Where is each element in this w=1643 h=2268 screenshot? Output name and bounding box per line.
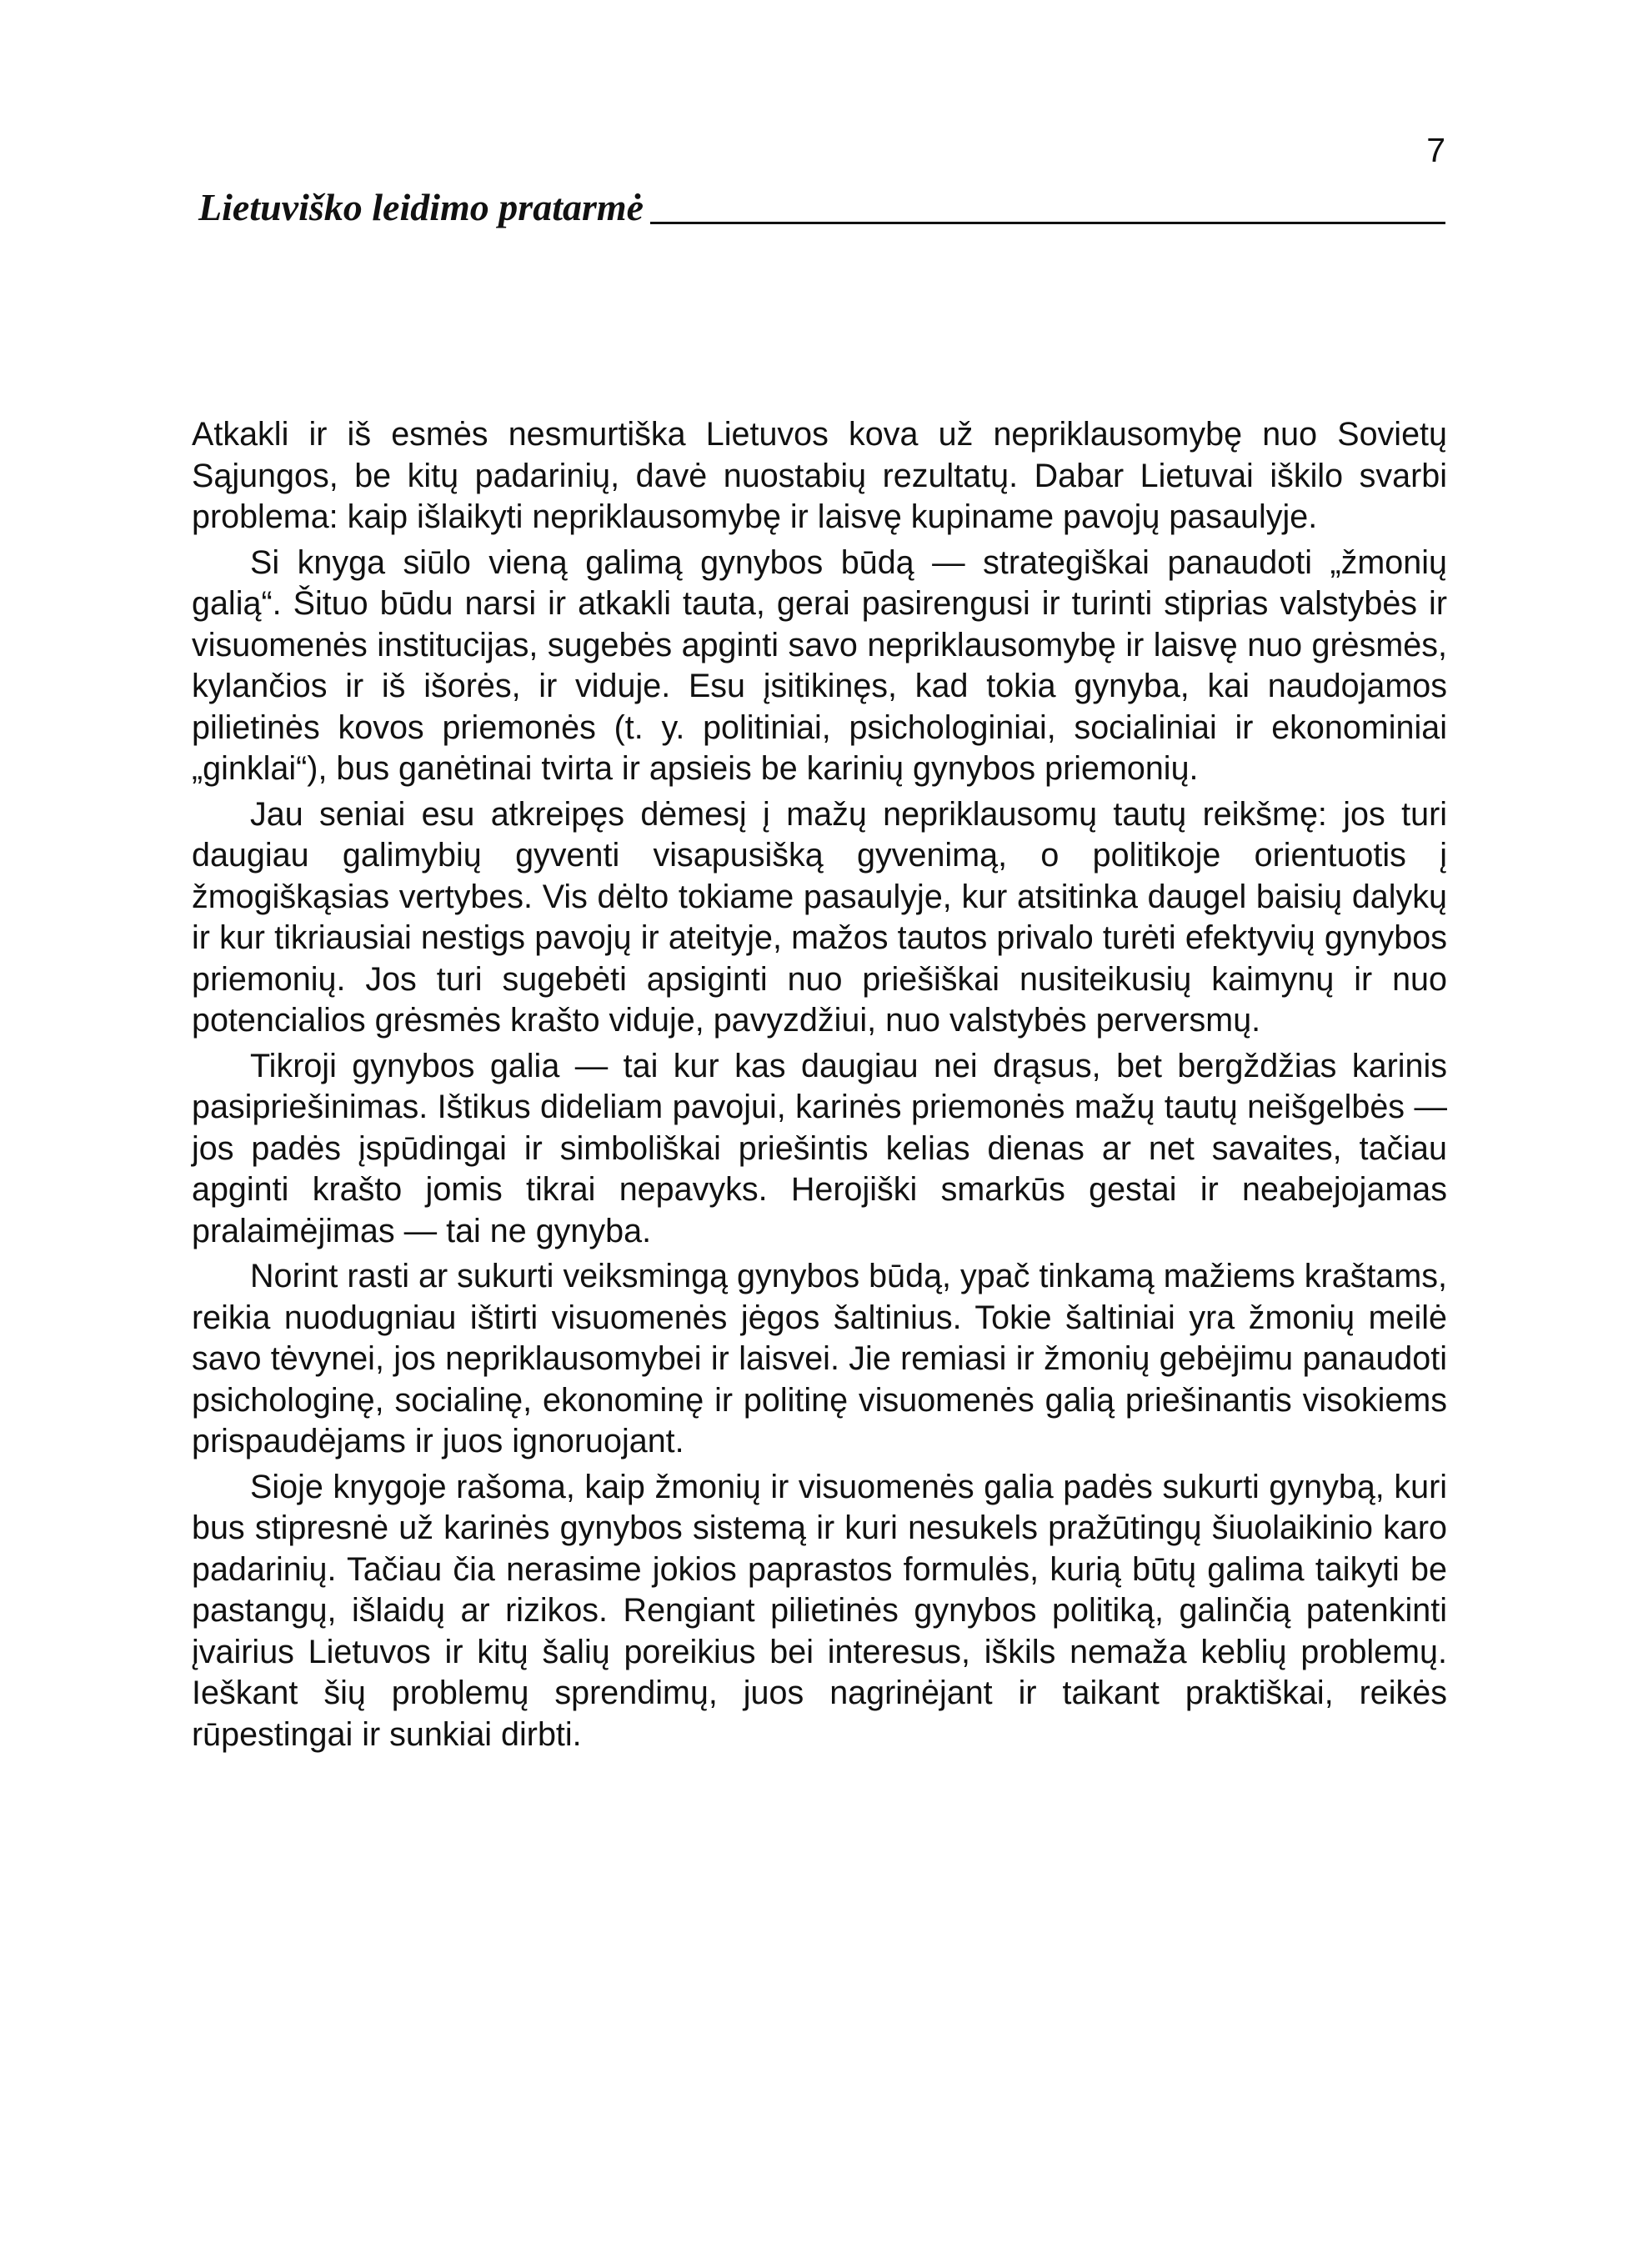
paragraph-5: Norint rasti ar sukurti veiksmingą gynybos būdą, ypač tinkamą mažiems kraštams, reikia nuodugniau ištirti visuomenės jėgos šaltinius. Tokie šaltiniai yra žmonių meilė savo tėvynei, jos nepriklausomybei ir laisvei. Jie remiasi ir žmonių gebėjimu panaudoti psichologinę, socialinę, ekonominę ir politinę visuomenės galią priešinantis visokiems prispaudėjams ir juos ignoruojant.: [192, 1258, 1447, 1459]
running-head-rule: [650, 222, 1445, 224]
running-head-title: Lietuviško leidimo pratarmė: [198, 186, 644, 228]
paragraph-2: Si knyga siūlo vieną galimą gynybos būdą — strategiškai panaudoti „žmonių galią“. Šituo būdu narsi ir atkakli tauta, gerai pasirengusi ir turinti stiprias valstybės ir visuomenės institucijas, sugebės apginti savo nepriklausomybę ir laisvę nuo grėsmės, kylančios ir iš išorės, ir viduje. Esu įsitikinęs, kad tokia gynyba, kai naudojamos pilietinės kovos priemonės (t. y. politiniai, psichologiniai, socialiniai ir ekonominiai „ginklai“), bus ganėtinai tvirta ir apsieis be karinių gynybos priemonių.: [192, 543, 1447, 787]
page-number: 7: [1426, 131, 1445, 169]
paragraph-1: Atkakli ir iš esmės nesmurtiška Lietuvos kova už nepriklausomybę nuo Sovietų Sąjungos, be kitų padarinių, davė nuostabių rezultatų. Dabar Lietuvai iškilo svarbi problema: kaip išlaikyti nepriklausomybę ir laisvę kupiname pavojų pasaulyje.: [192, 416, 1447, 535]
paragraph-4: Tikroji gynybos galia — tai kur kas daugiau nei drąsus, bet bergždžias karinis pasipriešinimas. Ištikus dideliam pavojui, karinės priemonės mažų tautų neišgelbės — jos padės įspūdingai ir simboliškai priešintis kelias dienas ar net savaites, tačiau apginti krašto jomis tikrai nepavyks. Herojiški smarkūs gestai ir neabejojamas pralaimėjimas — tai ne gynyba.: [192, 1047, 1447, 1249]
paragraph-6: Sioje knygoje rašoma, kaip žmonių ir visuomenės galia padės sukurti gynybą, kuri bus stipresnė už karinės gynybos sistemą ir kuri nesukels pražūtingų šiuolaikinio karo padarinių. Tačiau čia nerasime jokios paprastos formulės, kurią būtų galima taikyti be pastangų, išlaidų ar rizikos. Rengiant pilietinės gynybos politiką, galinčią patenkinti įvairius Lietuvos ir kitų šalių poreikius bei interesus, iškils nemaža keblių problemų. Ieškant šių problemų sprendimų, juos nagrinėjant ir taikant praktiškai, reikės rūpestingai ir sunkiai dirbti.: [192, 1468, 1447, 1753]
body-text: [192, 414, 1447, 1755]
paragraph-3: Jau seniai esu atkreipęs dėmesį į mažų nepriklausomų tautų reikšmę: jos turi daugiau galimybių gyventi visapusišką gyvenimą, o politikoje orientuotis į žmogiškąsias vertybes. Vis dėlto tokiame pasaulyje, kur atsitinka daugel baisių dalykų ir kur tikriausiai nestigs pavojų ir ateityje, mažos tautos privalo turėti efektyvių gynybos priemonių. Jos turi sugebėti apsiginti nuo priešiškai nusiteikusių kaimynų ir nuo potencialios grėsmės krašto viduje, pavyzdžiui, nuo valstybės perversmų.: [192, 795, 1447, 1039]
running-head: [198, 188, 1445, 227]
